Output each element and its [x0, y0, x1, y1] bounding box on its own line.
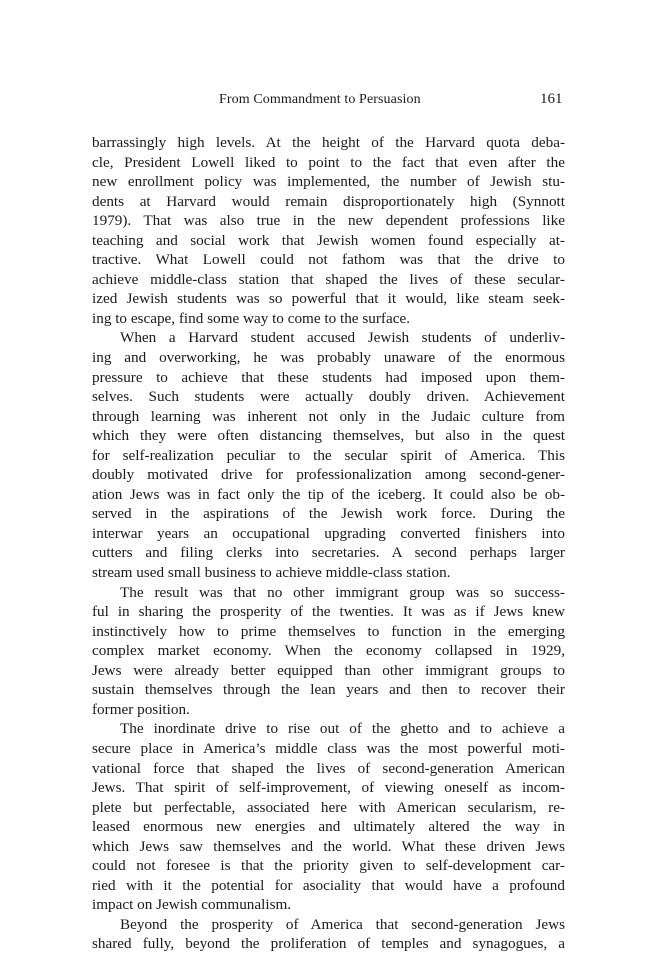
text-line: 1979). That was also true in the new dependent professions like [92, 212, 565, 230]
text-line: selves. Such students were actually doubly driven. Achievement [92, 388, 565, 406]
text-line: ried with it the potential for asociality that would have a profound [92, 876, 565, 894]
text-line: ized Jewish students was so powerful that it would, like steam seek- [92, 290, 565, 308]
running-title: From Commandment to Persuasion [219, 92, 421, 107]
page-number: 161 [540, 91, 563, 107]
text-line: The inordinate drive to rise out of the ghetto and to achieve a [120, 720, 565, 738]
text-line: shared fully, beyond the proliferation of temples and synagogues, a [92, 935, 565, 953]
text-line: The result was that no other immigrant group was so success- [120, 583, 565, 601]
text-line: which they were often distancing themselves, but also in the quest [92, 427, 565, 445]
text-line: through learning was inherent not only in the Judaic culture from [92, 407, 565, 425]
text-line: cle, President Lowell liked to point to the fact that even after the [92, 153, 565, 171]
text-line: new enrollment policy was implemented, the number of Jewish stu- [92, 173, 565, 191]
running-head [0, 92, 650, 112]
text-line: stream used small business to achieve middle-class station. [92, 564, 451, 582]
text-line: barrassingly high levels. At the height of the Harvard quota deba- [92, 134, 565, 151]
text-line: former position. [92, 700, 190, 718]
text-line: achieve middle-class station that shaped the lives of these secular- [92, 270, 565, 288]
text-line: ing to escape, find some way to come to the surface. [92, 309, 410, 327]
text-line: tractive. What Lowell could not fathom was that the drive to [92, 251, 565, 269]
text-line: complex market economy. When the economy collapsed in 1929, [92, 642, 565, 660]
text-line: Beyond the prosperity of America that second-generation Jews [120, 915, 565, 933]
text-line: impact on Jewish communalism. [92, 896, 292, 914]
text-line: teaching and social work that Jewish women found especially at- [92, 231, 565, 249]
text-line: vational force that shaped the lives of second-generation American [92, 759, 565, 777]
text-line: for self-realization peculiar to the secular spirit of America. This [92, 446, 565, 464]
text-line: ing and overworking, he was probably unaware of the enormous [92, 349, 565, 367]
text-line: which Jews saw themselves and the world. What these driven Jews [92, 837, 565, 855]
text-line: sustain themselves through the lean years and then to recover their [92, 681, 565, 699]
text-line: pressure to achieve that these students had imposed upon them- [92, 368, 565, 386]
text-line: cutters and filing clerks into secretaries. A second perhaps larger [92, 544, 565, 562]
text-line: plete but perfectable, associated here with American secularism, re- [92, 798, 565, 816]
text-line: Jews. That spirit of self-improvement, of viewing oneself as incom- [92, 779, 565, 797]
text-line: secure place in America’s middle class was the most powerful moti- [92, 739, 565, 757]
text-line: could not foresee is that the priority given to self-development car- [92, 857, 565, 875]
text-line: When a Harvard student accused Jewish students of underliv- [120, 329, 565, 347]
text-line: doubly motivated drive for professionalization among second-gener- [92, 466, 565, 484]
text-line: served in the aspirations of the Jewish work force. During the [92, 505, 565, 523]
text-line: ation Jews was in fact only the tip of the iceberg. It could also be ob- [92, 485, 565, 503]
text-line: interwar years an occupational upgrading converted finishers into [92, 524, 565, 542]
text-line: Jews were already better equipped than other immigrant groups to [92, 661, 565, 679]
text-line: dents at Harvard would remain disproportionately high (Synnott [92, 192, 565, 210]
text-line: ful in sharing the prosperity of the twenties. It was as if Jews knew [92, 603, 565, 621]
text-line: instinctively how to prime themselves to function in the emerging [92, 622, 565, 640]
body-text [92, 133, 565, 954]
text-line: leased enormous new energies and ultimately altered the way in [92, 818, 565, 836]
